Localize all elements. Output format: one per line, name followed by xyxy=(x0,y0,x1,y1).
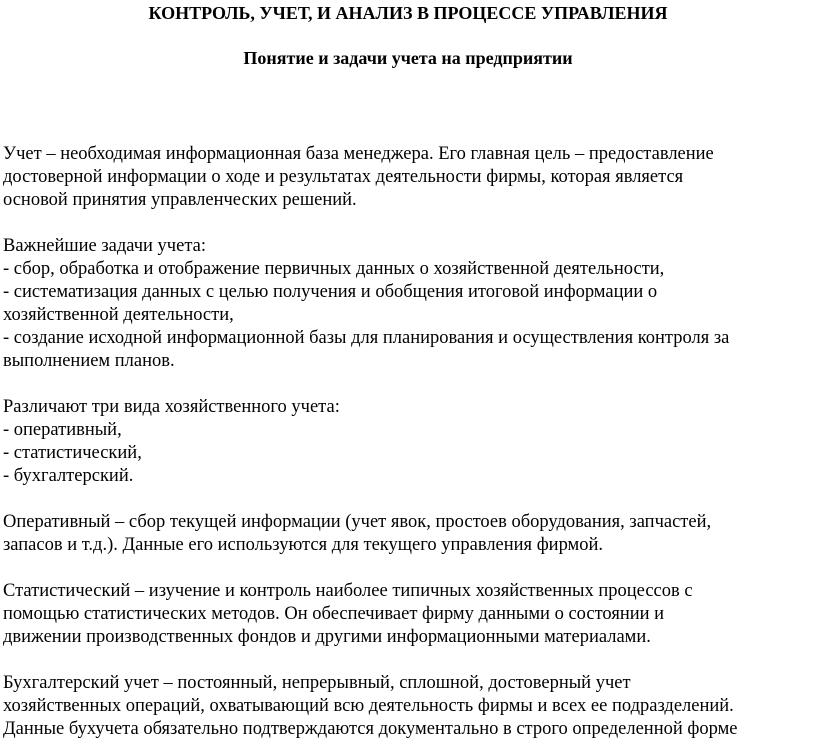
paragraph-line: основой принятия управленческих решений. xyxy=(3,190,357,210)
list-item: - создание исходной информационной базы для планирования и осуществления контроля за xyxy=(3,328,730,348)
list-item: выполнением планов. xyxy=(3,351,175,371)
list-item: хозяйственной деятельности, xyxy=(3,305,234,325)
paragraph-line: Данные бухучета обязательно подтверждаются документально в строго определенной форме xyxy=(3,719,738,739)
document-title: КОНТРОЛЬ, УЧЕТ, И АНАЛИЗ В ПРОЦЕССЕ УПРАВЛЕНИЯ xyxy=(148,3,668,23)
paragraph-line: движении производственных фондов и другими информационными материалами. xyxy=(3,627,651,647)
section-subtitle: Понятие и задачи учета на предприятии xyxy=(243,48,573,68)
list-item: - сбор, обработка и отображение первичных данных о хозяйственной деятельности, xyxy=(3,259,665,279)
paragraph-line: Статистический – изучение и контроль наиболее типичных хозяйственных процессов с xyxy=(3,581,693,601)
paragraph-line: Оперативный – сбор текущей информации (учет явок, простоев оборудования, запчастей, xyxy=(3,512,712,532)
list-heading: Важнейшие задачи учета: xyxy=(3,236,206,256)
paragraph-line: помощью статистических методов. Он обеспечивает фирму данными о состоянии и xyxy=(3,604,665,624)
paragraph-line: хозяйственных операций, охватывающий всю деятельность фирмы и всех ее подразделений. xyxy=(3,696,734,716)
list-item: - систематизация данных с целью получения и обобщения итоговой информации о xyxy=(3,282,658,302)
list-item: - оперативный, xyxy=(3,420,122,440)
list-heading: Различают три вида хозяйственного учета: xyxy=(3,397,340,417)
list-item: - бухгалтерский. xyxy=(3,466,134,486)
list-item: - статистический, xyxy=(3,443,142,463)
paragraph-line: достоверной информации о ходе и результатах деятельности фирмы, которая является xyxy=(3,167,684,187)
paragraph-line: Учет – необходимая информационная база менеджера. Его главная цель – предоставление xyxy=(3,144,714,164)
paragraph-line: Бухгалтерский учет – постоянный, непрерывный, сплошной, достоверный учет xyxy=(3,673,631,693)
paragraph-line: запасов и т.д.). Данные его используются для текущего управления фирмой. xyxy=(3,535,604,555)
